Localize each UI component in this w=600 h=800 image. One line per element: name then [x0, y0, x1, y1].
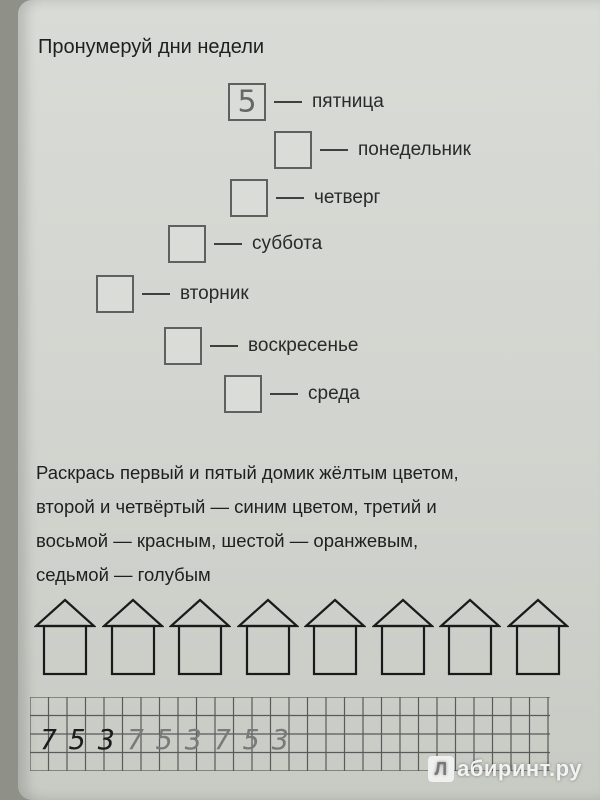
dash — [142, 293, 170, 295]
day-label: воскресенье — [248, 335, 359, 356]
practice-digit: 5 — [69, 723, 86, 756]
coloring-instructions — [36, 456, 556, 592]
practice-digit: 3 — [272, 723, 289, 756]
instruction-line: Раскрась первый и пятый домик жёлтым цветом, — [36, 462, 459, 483]
day-number-box[interactable] — [274, 131, 312, 169]
day-number-box[interactable] — [224, 375, 262, 413]
house-3[interactable] — [169, 598, 231, 678]
day-label: вторник — [180, 283, 249, 304]
dash — [210, 345, 238, 347]
practice-digit: 7 — [127, 723, 144, 756]
practice-digit: 3 — [185, 723, 202, 756]
day-label: суббота — [252, 233, 323, 254]
practice-digit: 7 — [214, 723, 231, 756]
dash — [276, 197, 304, 199]
practice-digit: 3 — [98, 723, 115, 756]
house-8[interactable] — [507, 598, 569, 678]
dash — [270, 393, 298, 395]
day-number-box[interactable] — [164, 327, 202, 365]
day-number-box[interactable] — [230, 179, 268, 217]
house-6[interactable] — [372, 598, 434, 678]
house-2[interactable] — [102, 598, 164, 678]
day-label: среда — [308, 383, 360, 404]
day-row-tuesday — [96, 272, 249, 316]
practice-digit: 5 — [156, 723, 173, 756]
day-number-box[interactable] — [96, 275, 134, 313]
watermark-text: абиринт.ру — [457, 756, 582, 781]
day-row-monday — [274, 128, 471, 172]
watermark — [428, 756, 582, 782]
exercise-title: Пронумеруй дни недели — [38, 36, 265, 58]
day-number-box[interactable] — [228, 83, 266, 121]
instruction-line: восьмой — красным, шестой — оранжевым, — [36, 530, 419, 551]
day-row-wednesday — [224, 372, 360, 416]
house-7[interactable] — [439, 598, 501, 678]
houses-row — [34, 598, 554, 678]
day-label: четверг — [314, 187, 381, 208]
watermark-logo: Л — [428, 756, 454, 782]
practice-digit: 7 — [40, 723, 57, 756]
instruction-line: седьмой — голубым — [36, 564, 211, 585]
house-1[interactable] — [34, 598, 96, 678]
house-4[interactable] — [237, 598, 299, 678]
day-row-friday — [228, 80, 384, 124]
day-number-box[interactable] — [168, 225, 206, 263]
day-row-thursday — [230, 176, 380, 220]
day-label: понедельник — [358, 139, 471, 160]
house-5[interactable] — [304, 598, 366, 678]
day-row-saturday — [168, 222, 322, 266]
practice-digit: 5 — [243, 723, 260, 756]
dash — [214, 243, 242, 245]
instruction-line: второй и четвёртый — синим цветом, третий и — [36, 496, 437, 517]
day-label: пятница — [312, 91, 384, 112]
day-row-sunday — [164, 324, 358, 368]
day-number: 5 — [237, 84, 257, 120]
dash — [274, 101, 302, 103]
dash — [320, 149, 348, 151]
